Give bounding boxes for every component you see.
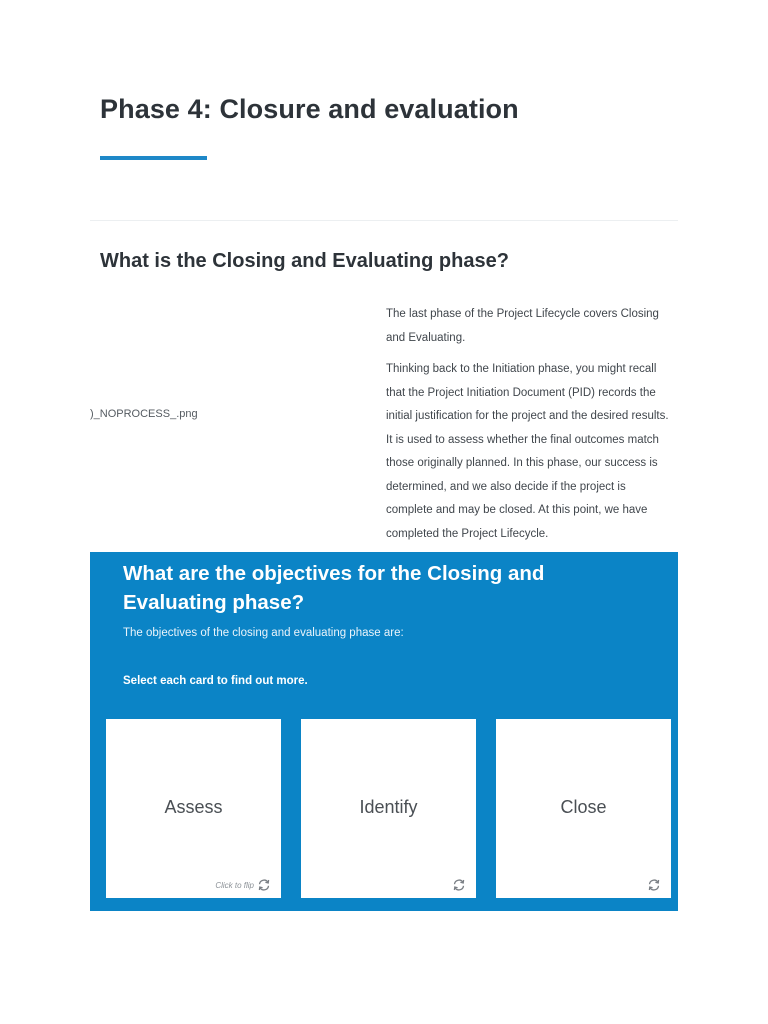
card-label: Close: [560, 797, 607, 817]
objectives-intro: The objectives of the closing and evaluating phase are:: [123, 627, 404, 639]
title-underline: [100, 156, 207, 160]
flip-card-assess[interactable]: [106, 719, 281, 898]
objectives-panel: [90, 552, 678, 911]
section-divider: [90, 220, 678, 221]
card-label: Identify: [359, 797, 418, 817]
intro-text: [386, 303, 672, 554]
flip-card-close[interactable]: [496, 719, 671, 898]
intro-paragraph-2: Thinking back to the Initiation phase, you might recall that the Project Initiation Document (PID) records the initial justification for the project and the desired results. It is used to assess whether the final outcomes match those originally planned. In this phase, our success is determined, and we also decide if the project is complete and may be closed. At this point, we have completed the Project Lifecycle.: [386, 363, 669, 540]
card-flip-hint[interactable]: [215, 878, 271, 892]
flip-icon[interactable]: [647, 878, 661, 892]
flip-icon[interactable]: [452, 878, 466, 892]
flip-icon[interactable]: [257, 878, 271, 892]
card-flip-hint[interactable]: [647, 878, 661, 892]
section-heading: What is the Closing and Evaluating phase?: [100, 250, 509, 272]
card-hint-text: Click to flip: [215, 880, 254, 890]
card-label: Assess: [164, 797, 223, 817]
objectives-heading: What are the objectives for the Closing and Evaluating phase?: [123, 562, 545, 614]
image-placeholder-filename: )_NOPROCESS_.png: [90, 408, 198, 420]
card-flip-hint[interactable]: [452, 878, 466, 892]
page-title: Phase 4: Closure and evaluation: [100, 94, 519, 124]
objectives-cta: Select each card to find out more.: [123, 675, 308, 687]
flip-card-identify[interactable]: [301, 719, 476, 898]
intro-paragraph-1: The last phase of the Project Lifecycle covers Closing and Evaluating.: [386, 308, 659, 344]
